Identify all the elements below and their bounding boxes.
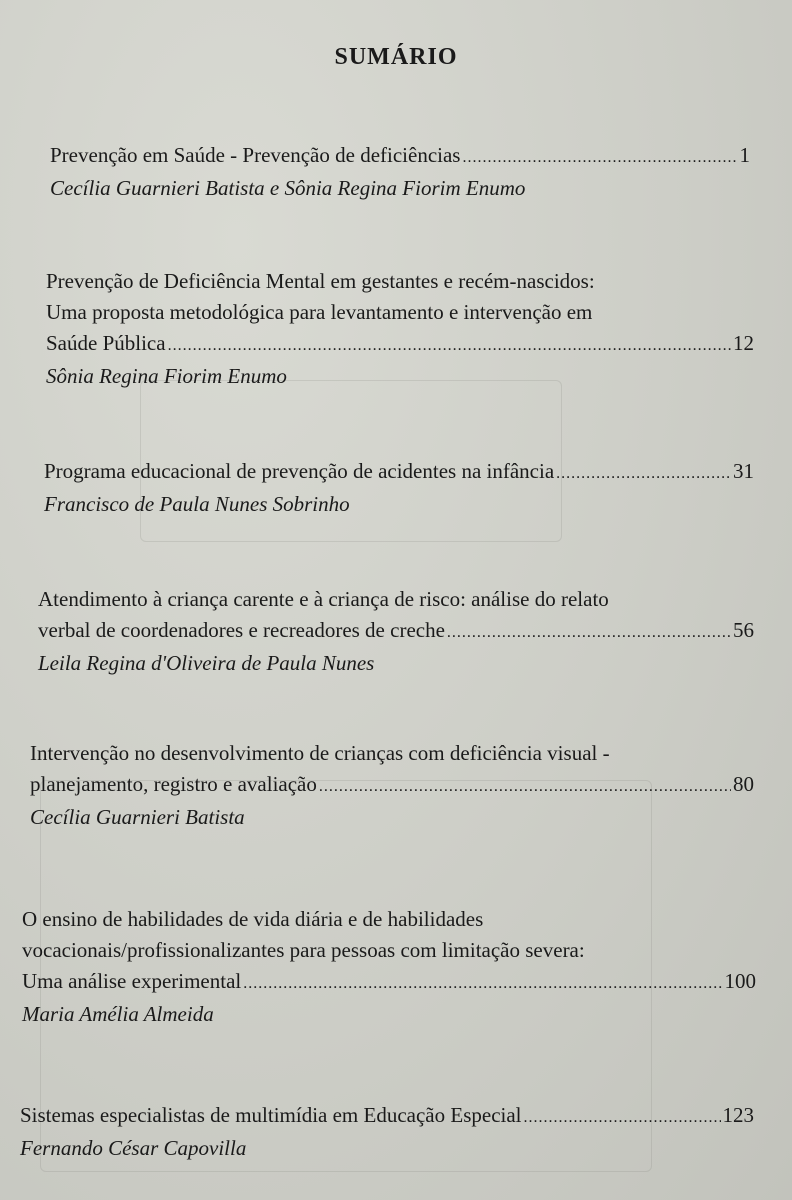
toc-entry-title: Prevenção em Saúde - Prevenção de deficiências	[50, 143, 461, 167]
dot-leader	[524, 1102, 721, 1133]
toc-entry-title-line	[46, 328, 754, 361]
toc-entry-title-line: Prevenção de Deficiência Mental em gestantes e recém-nascidos:	[46, 269, 595, 293]
toc-entry-title-line: Intervenção no desenvolvimento de crianças com deficiência visual -	[30, 741, 610, 765]
dot-leader	[556, 458, 731, 489]
toc-entry-title-line	[38, 615, 754, 648]
toc-entry-title-line: vocacionais/profissionalizantes para pessoas com limitação severa:	[22, 938, 585, 962]
toc-entry-author: Maria Amélia Almeida	[22, 1002, 214, 1026]
dot-leader	[168, 330, 731, 361]
toc-entry-author: Sônia Regina Fiorim Enumo	[46, 364, 287, 388]
toc-page-number: 100	[724, 969, 756, 993]
toc-entry	[50, 140, 750, 204]
toc-entry	[30, 738, 754, 833]
toc-entry-author: Cecília Guarnieri Batista e Sônia Regina Fiorim Enumo	[50, 176, 526, 200]
toc-entry-title-line	[50, 140, 750, 173]
toc-entry-author: Leila Regina d'Oliveira de Paula Nunes	[38, 651, 375, 675]
toc-entry-title-line: O ensino de habilidades de vida diária e de habilidades	[22, 907, 484, 931]
toc-entry	[38, 584, 754, 679]
toc-page-number: 31	[733, 459, 754, 483]
toc-entry-title: Saúde Pública	[46, 331, 166, 355]
dot-leader	[462, 142, 737, 173]
toc-entry	[22, 904, 756, 1030]
toc-entry-title: planejamento, registro e avaliação	[30, 772, 317, 796]
toc-page-number: 80	[733, 772, 754, 796]
toc-entry-author: Francisco de Paula Nunes Sobrinho	[44, 492, 350, 516]
toc-entry	[20, 1100, 754, 1164]
toc-entry-author: Cecília Guarnieri Batista	[30, 805, 245, 829]
toc-entry-title-line	[20, 1100, 754, 1133]
toc-entry	[44, 456, 754, 520]
toc-entry	[46, 266, 754, 392]
toc-entry-title-line	[30, 769, 754, 802]
toc-entry-title: verbal de coordenadores e recreadores de creche	[38, 618, 445, 642]
toc-entry-title: Sistemas especialistas de multimídia em Educação Especial	[20, 1103, 522, 1127]
toc-entry-title-line	[44, 456, 754, 489]
dot-leader	[319, 771, 731, 802]
page-title: SUMÁRIO	[334, 44, 458, 70]
toc-entry-title-line: Atendimento à criança carente e à criança de risco: análise do relato	[38, 587, 609, 611]
toc-entry-author: Fernando César Capovilla	[20, 1136, 247, 1160]
toc-page-number: 1	[739, 143, 750, 167]
toc-entry-title-line: Uma proposta metodológica para levantamento e intervenção em	[46, 300, 593, 324]
toc-entry-title: Programa educacional de prevenção de acidentes na infância	[44, 459, 555, 483]
toc-entry-title-line	[22, 966, 756, 999]
toc-page-number: 56	[733, 618, 754, 642]
dot-leader	[243, 968, 722, 999]
dot-leader	[447, 617, 731, 648]
toc-entry-title: Uma análise experimental	[22, 969, 242, 993]
toc-page-number: 12	[733, 331, 754, 355]
toc-page-number: 123	[722, 1103, 754, 1127]
